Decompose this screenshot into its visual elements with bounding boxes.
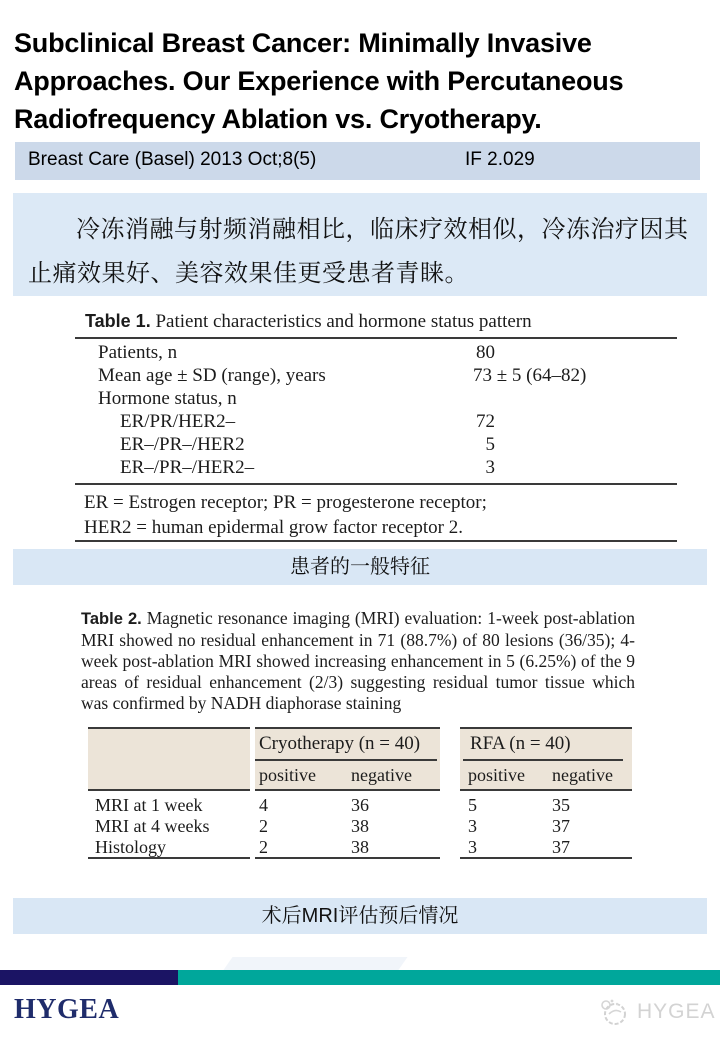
table2-caption-text: Magnetic resonance imaging (MRI) evaluation: 1-week post-ablation MRI showed no residual enhancement in 71 (88.7%) of 80 lesions (36/35); 4-week post-ablation MRI showed increasing enhancement in 5 (6.25%) of the 9 areas of residual enhancement (2/3) suggesting residual tumor tissue which was confirmed by NADH diaphorase staining [81, 608, 636, 713]
table1-bottom-rule [75, 540, 677, 542]
table1-row-value: 80 [476, 342, 495, 363]
paper-title [14, 24, 710, 138]
table2-subheader: positive [259, 765, 316, 785]
table2-cell: 37 [552, 816, 570, 836]
table2-group-header-cryotherapy: Cryotherapy (n = 40) [259, 733, 421, 754]
table1-row-label: ER–/PR–/HER2 [120, 434, 245, 455]
table1-title-text: Patient characteristics and hormone status pattern [150, 311, 532, 332]
footer-sheen [223, 957, 407, 970]
hygea-logo-text: HYGEA [14, 994, 120, 1025]
summary-box [13, 193, 707, 296]
table2-subheader: negative [552, 765, 613, 785]
paper-title-line1: Subclinical Breast Cancer: Minimally Invasive [14, 28, 592, 58]
table2 [88, 726, 632, 860]
table1-mid-rule [75, 483, 677, 485]
table1-row-label: Patients, n [98, 342, 178, 363]
summary-line1: 冷冻消融与射频消融相比，临床疗效相似，冷冻治疗因其 [76, 216, 689, 243]
footer-bar-teal [178, 970, 720, 985]
impact-factor: IF 2.029 [465, 149, 535, 170]
table2-cell: 3 [468, 837, 477, 857]
table2-caption-cn: 术后MRI评估预后情况 [13, 898, 707, 934]
hygea-watermark-text: HYGEA [637, 1000, 716, 1023]
table2-cell: 2 [259, 816, 268, 836]
paper-title-line2: Approaches. Our Experience with Percutaneous [14, 66, 624, 96]
table1-caption-cn: 患者的一般特征 [13, 549, 707, 585]
table2-cell: 38 [351, 837, 369, 857]
table2-caption-label: Table 2. [81, 610, 142, 628]
table2-column-gap [440, 726, 460, 860]
table2-group-underline-rfa [463, 759, 623, 761]
table2-group-underline-cryotherapy [252, 759, 437, 761]
footer-bar-navy [0, 970, 178, 985]
table2-cell: 38 [351, 816, 369, 836]
table2-cell: 36 [351, 795, 369, 815]
table1-row-value: 3 [485, 457, 495, 478]
table2-subheader: negative [351, 765, 412, 785]
table2-cell: 35 [552, 795, 570, 815]
table1-footnote-line1: ER = Estrogen receptor; PR = progesterone receptor; [84, 492, 487, 513]
paper-title-line3: Radiofrequency Ablation vs. Cryotherapy. [14, 104, 542, 134]
table2-group-header-rfa: RFA (n = 40) [470, 733, 571, 754]
hygea-logo-icon [595, 997, 629, 1032]
summary-line2: 止痛效果好、美容效果佳更受患者青睐。 [28, 260, 469, 287]
journal-citation: Breast Care (Basel) 2013 Oct;8(5) [28, 149, 317, 170]
table1-row-value: 5 [485, 434, 495, 455]
table1-row-label: ER/PR/HER2– [120, 411, 236, 432]
hygea-watermark [595, 995, 720, 1029]
table1-row-value: 73 ± 5 (64–82) [473, 365, 587, 386]
table2-cell: 3 [468, 816, 477, 836]
table2-cell: 4 [259, 795, 268, 815]
table2-row-label: MRI at 4 weeks [95, 816, 210, 836]
table2-row-label: MRI at 1 week [95, 795, 203, 815]
table2-column-gap [250, 726, 255, 860]
table2-cell: 5 [468, 795, 477, 815]
table2-top-rule [88, 727, 632, 729]
table1-row-label: Hormone status, n [98, 388, 237, 409]
table1-top-rule [75, 337, 677, 339]
table2-row-label: Histology [95, 837, 167, 857]
table1-row-label: Mean age ± SD (range), years [98, 365, 326, 386]
table1-title [85, 311, 532, 333]
citation-bar [15, 142, 700, 180]
table2-cell: 37 [552, 837, 570, 857]
table2-divider-rule [88, 789, 632, 791]
table1-row-value: 72 [476, 411, 495, 432]
table2-subheader: positive [468, 765, 525, 785]
table1-footnote-line2: HER2 = human epidermal grow factor receptor 2. [84, 517, 463, 538]
table2-bottom-rule [88, 857, 632, 859]
table1-row-label: ER–/PR–/HER2– [120, 457, 255, 478]
table2-cell: 2 [259, 837, 268, 857]
table1-title-label: Table 1. [85, 311, 151, 331]
table2-caption [81, 608, 635, 714]
